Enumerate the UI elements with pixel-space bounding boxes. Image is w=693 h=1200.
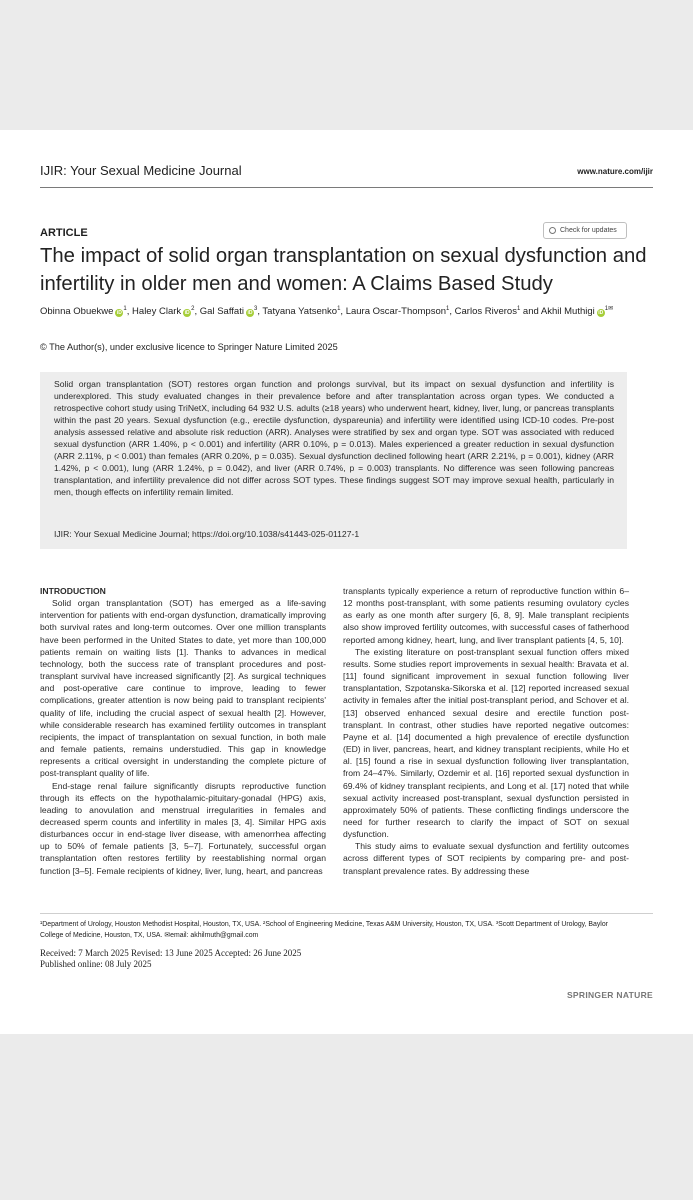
orcid-icon[interactable]: iD	[598, 310, 604, 317]
orcid-icon[interactable]: iD	[184, 310, 190, 317]
body-column-right	[343, 585, 629, 877]
author-name[interactable]: Carlos Riveros	[454, 306, 517, 318]
publisher-logo: SPRINGER NATURE	[566, 990, 653, 1000]
author-affiliation-marker: 1	[337, 306, 341, 312]
check-for-updates-button[interactable]	[543, 222, 627, 239]
journal-name: IJIR: Your Sexual Medicine Journal	[40, 163, 242, 178]
body-paragraph: transplants typically experience a return of reproductive function within 6–12 months post-transplant, with some patients resuming ovulatory cycles as early as one month after surgery [6, 8, 9]. Male transplant recipients also show improved fertility outcomes, with successful cases of fatherhood reported among kidney, heart, lung, and liver transplant patients [4, 5, 10].	[343, 586, 629, 645]
author-affiliation-marker: 1✉	[604, 306, 614, 312]
published-online-date: Published online: 08 July 2025	[40, 959, 152, 969]
author-separator: ,	[340, 306, 346, 318]
check-for-updates-label: Check for updates	[560, 227, 617, 234]
abstract-text: Solid organ transplantation (SOT) restores organ function and prolongs survival, but its impact on sexual dysfunction and infertility is underexplored. This study evaluated changes in their prevalence before and after transplantation across organ types. We conducted a retrospective cohort study using TriNetX, including 64 932 U.S. adults (≥18 years) who underwent heart, kidney, liver, lung, or pancreas transplants within the past 20 years. Sexual dysfunction (e.g., erectile dysfunction, dyspareunia) and infertility were identified using ICD-10 codes. Pre-post analysis assessed relative and absolute risk reduction (ARR). Analyses were stratified by sex and organ type. SOT was associated with reduced sexual dysfunction (ARR 1.40%, p < 0.001) and infertility (ARR 0.10%, p = 0.013). Males experienced a greater reduction in sexual dysfunction (ARR 2.11%, p < 0.001) than females (ARR 0.20%, p = 0.035). Sexual dysfunction declined following heart (ARR 2.21%, p = 0.001), kidney (ARR 1.42%, p < 0.001), lung (ARR 1.24%, p = 0.042), and liver (ARR 0.74%, p = 0.003) transplants. No difference was seen following pancreas transplantation, and infertility prevalence did not differ across SOT types. These findings suggest SOT may improve sexual health, particularly in men, though effects on infertility remain limited.	[54, 379, 614, 497]
author-separator: ,	[449, 306, 455, 318]
author-affiliation-marker: 3	[253, 306, 258, 312]
author-affiliation-marker: 1	[123, 306, 127, 312]
author-affiliation-marker: 1	[516, 306, 521, 312]
author-separator: ,	[257, 306, 263, 318]
author-affiliation-marker: 1	[446, 306, 450, 312]
abstract-citation[interactable]: IJIR: Your Sexual Medicine Journal; https://doi.org/10.1038/s41443-025-01127-1	[54, 529, 360, 539]
received-revised-accepted-dates: Received: 7 March 2025 Revised: 13 June 2025 Accepted: 26 June 2025	[40, 948, 302, 958]
body-paragraph: Solid organ transplantation (SOT) has emerged as a life-saving intervention for patients with end-organ dysfunction, dramatically improving both survival rates and long-term outcomes. Over one million transplants have been performed in the United States to date, yet more than 100,000 patients remain on waiting lists [1]. Thanks to advances in medical technology, both the success rate of transplant procedures and post-transplant survival have increased significantly [2]. As surgical techniques and post-operative care continue to improve, leading to fewer complications, greater attention is now being paid to transplant recipients' quality of life, including the crucial aspect of sexual health [2]. However, while considerable research has examined fertility outcomes in transplant recipients, the impact of transplantation on sexual function, in both male and female patients, remains understudied. This gap in knowledge represents a critical oversight in understanding the complete picture of post-transplant quality of life.	[40, 598, 326, 779]
abstract-box	[40, 372, 627, 549]
author-separator: ,	[194, 306, 200, 318]
body-column-left	[40, 585, 326, 877]
article-title: The impact of solid organ transplantation on sexual dysfunction and infertility in older men and women: A Claims Based Study	[40, 245, 647, 295]
body-paragraph: End-stage renal failure significantly disrupts reproductive function through its effects on the hypothalamic-pituitary-gonadal (HPG) axis, leading to anovulation and menstrual irregularities in females and decreased sperm counts and infertility in males [3, 4]. Similar HPG axis disturbances occur in end-stage liver disease, with amenorrhea affecting up to 50% of female patients [3, 5–7]. Fortunately, successful organ transplantation often restores fertility by reestablishing normal organ function [3–5]. Female recipients of kidney, liver, lung, heart, and pancreas	[40, 780, 326, 876]
article-type-label: ARTICLE	[40, 227, 88, 239]
author-name[interactable]: Tatyana Yatsenko	[262, 306, 338, 318]
author-separator: ,	[126, 306, 133, 318]
body-paragraph: The existing literature on post-transplant sexual function offers mixed results. Some studies report improvements in sexual health: Bravata et al. [11] found significant improvement in sexual function following liver transplantation, Szpotanska-Sikorska et al. [12] reported increased sexual activity in females after the initial post-transplant period, and Schover et al. [13] observed enhanced sexual desire and erectile function post-transplant. In contrast, other studies have reported negative outcomes: Payne et al. [14] documented a high prevalence of erectile dysfunction (ED) in liver, pancreas, heart, and kidney transplant recipients, while Ho et al. [15] found a rise in sexual dysfunction following liver transplantation, from 24–47%. Similarly, Ozdemir et al. [16] reported sexual dysfunction in 69.4% of kidney transplant recipients, and Long et al. [17] noted that while sexual activity increased post-transplant, sexual dysfunction persisted in approximately 50% of patients. These conflicting findings underscore the need for further research to clarify the impact of SOT on sexual dysfunction.	[343, 646, 629, 840]
author-name[interactable]: Laura Oscar-Thompson	[345, 306, 447, 318]
body-paragraph: This study aims to evaluate sexual dysfunction and fertility outcomes across different types of SOT recipients by comparing pre- and post-transplant prevalence rates. By addressing these	[343, 841, 629, 876]
author-name[interactable]: Obinna Obuekwe	[40, 306, 114, 318]
author-name[interactable]: Haley Clark	[132, 306, 182, 318]
copyright-notice: © The Author(s), under exclusive licence to Springer Nature Limited 2025	[40, 342, 338, 352]
publication-dates	[40, 948, 440, 970]
journal-website-link[interactable]: www.nature.com/ijir	[577, 167, 653, 176]
article-page	[0, 130, 693, 1034]
author-name[interactable]: Akhil Muthigi	[540, 306, 595, 318]
header-divider	[40, 187, 653, 188]
footnote-divider	[40, 913, 653, 914]
introduction-heading: INTRODUCTION	[40, 586, 106, 596]
author-affiliation-marker: 2	[191, 306, 195, 312]
author-list	[40, 302, 650, 319]
author-name[interactable]: Gal Saffati	[199, 306, 244, 318]
orcid-icon[interactable]: iD	[116, 310, 122, 317]
orcid-icon[interactable]: iD	[247, 310, 253, 317]
affiliations-footnote: ¹Department of Urology, Houston Methodist Hospital, Houston, TX, USA. ²School of Engineering Medicine, Texas A&M University, Houston, TX, USA. ³Scott Department of Urology, Baylor College of Medicine, Houston, TX, USA. ✉email: akhilmuth@gmail.com	[40, 921, 608, 939]
updates-icon	[549, 227, 556, 234]
author-separator: and	[520, 306, 541, 318]
